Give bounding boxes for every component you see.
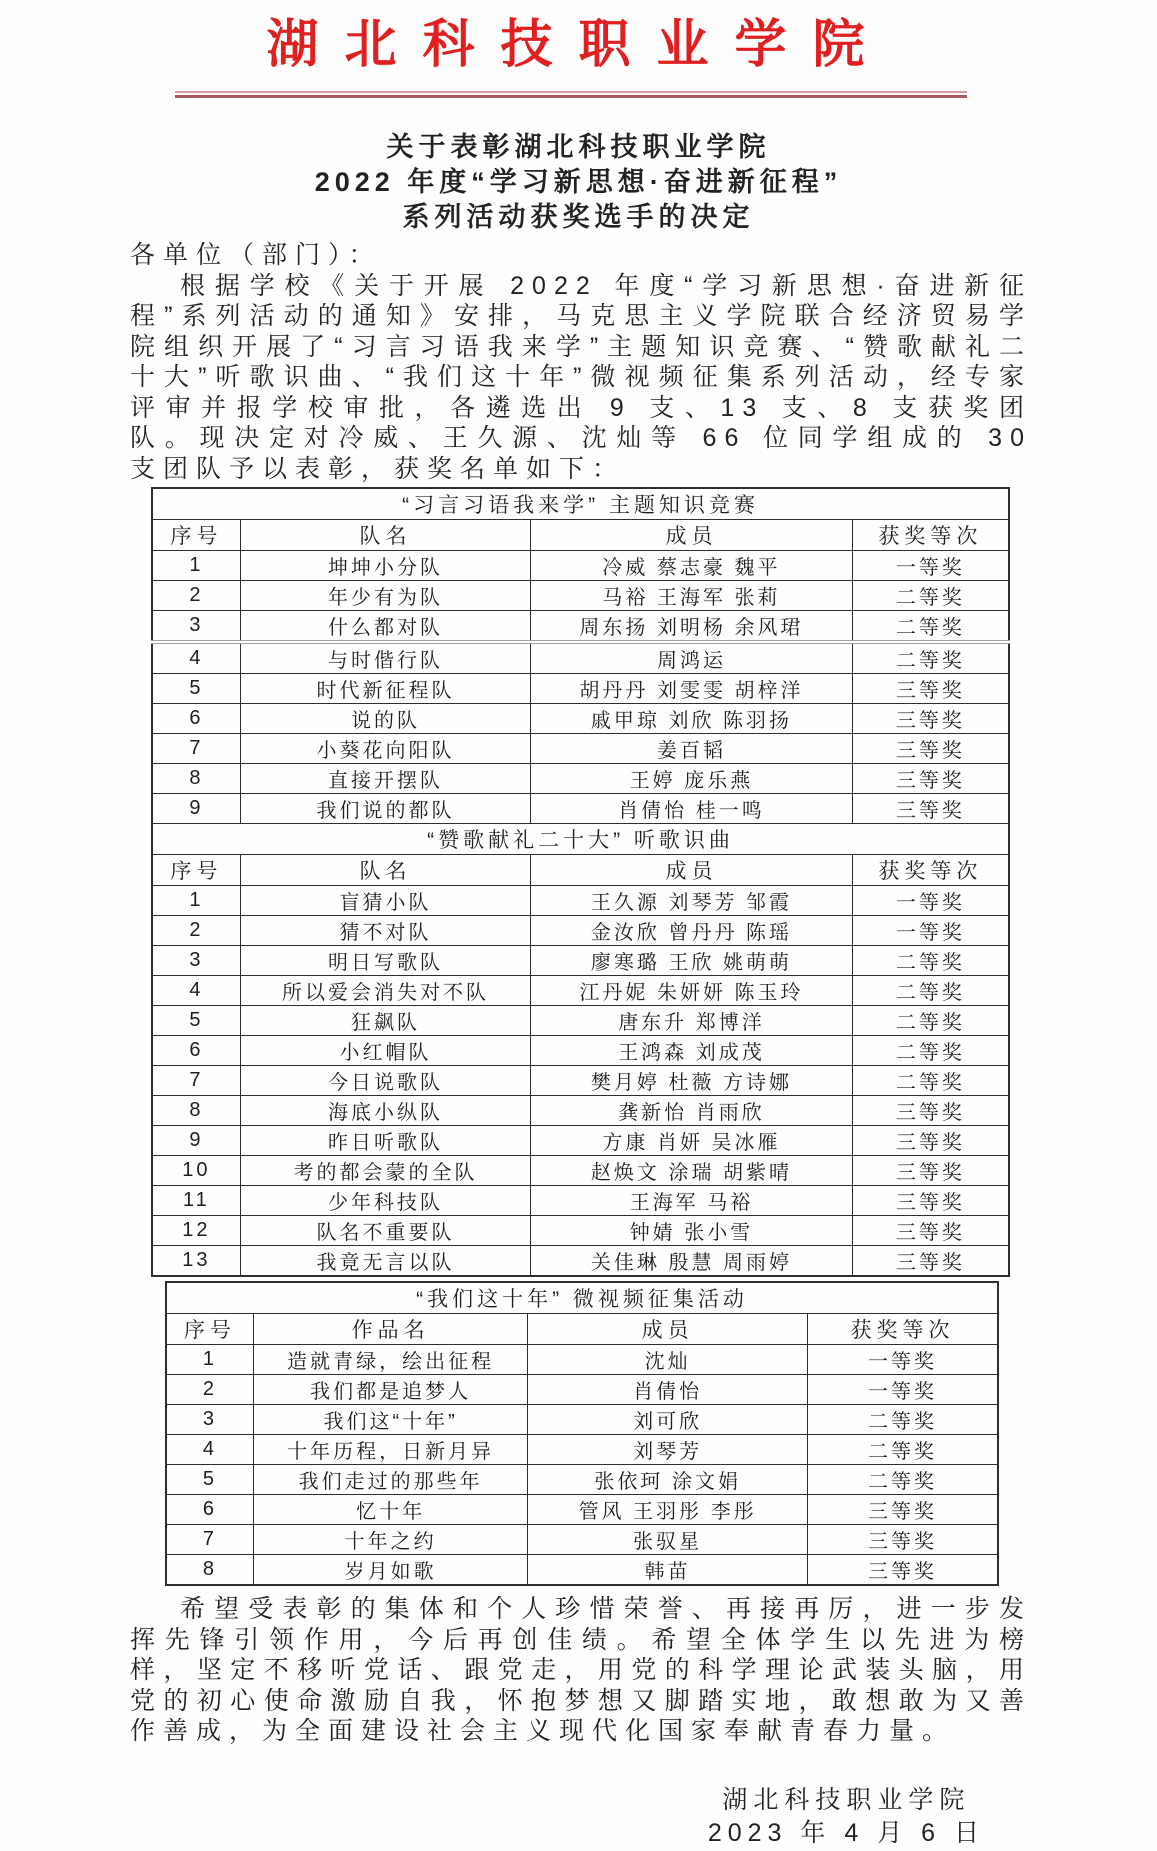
table-row	[166, 1495, 998, 1525]
table-row	[152, 916, 1009, 946]
award-cell: 三等奖	[852, 764, 1009, 794]
award-cell: 三等奖	[852, 1246, 1009, 1277]
members-cell: 张依珂 涂文娟	[528, 1465, 808, 1495]
table-row	[166, 1525, 998, 1555]
rank-cell: 10	[152, 1156, 240, 1186]
table-row	[152, 1156, 1009, 1186]
closing-paragraph: 希望受表彰的集体和个人珍惜荣誉、再接再厉，进一步发挥先锋引领作用，今后再创佳绩。希望全体学生以先进为榜样，坚定不移听党话、跟党走，用党的科学理论武装头脑，用党的初心使命激励自我，怀抱梦想又脚踏实地，敢想敢为又善作善成，为全面建设社会主义现代化国家奉献青春力量。	[130, 1595, 1032, 1745]
rank-cell: 2	[152, 916, 240, 946]
rank-cell: 6	[166, 1495, 253, 1525]
table-row	[166, 1555, 998, 1586]
members-cell: 廖寒璐 王欣 姚萌萌	[531, 946, 852, 976]
award-cell: 二等奖	[852, 976, 1009, 1006]
team-name-cell: 岁月如歌	[253, 1555, 528, 1586]
awards-table-microvideo	[165, 1281, 999, 1586]
column-header: 序号	[152, 520, 240, 551]
members-cell: 王久源 刘琴芳 邹霞	[531, 886, 852, 916]
column-header: 队名	[240, 855, 531, 886]
award-cell: 二等奖	[807, 1405, 998, 1435]
rank-cell: 8	[166, 1555, 253, 1586]
members-cell: 龚新怡 肖雨欣	[531, 1096, 852, 1126]
table-row	[152, 1126, 1009, 1156]
table-caption: “我们这十年” 微视频征集活动	[166, 1282, 998, 1314]
team-name-cell: 明日写歌队	[240, 946, 531, 976]
rank-cell: 2	[166, 1375, 253, 1405]
members-cell: 管风 王羽彤 李彤	[528, 1495, 808, 1525]
award-cell: 三等奖	[852, 1216, 1009, 1246]
rank-cell: 2	[152, 581, 240, 611]
signature-date: 2023 年 4 月 6 日	[707, 1819, 985, 1847]
rank-cell: 8	[152, 1096, 240, 1126]
table-row	[166, 1375, 998, 1405]
table-row	[152, 976, 1009, 1006]
award-cell: 二等奖	[852, 1006, 1009, 1036]
members-cell: 周鸿运	[531, 642, 852, 674]
members-cell: 唐东升 郑博洋	[531, 1006, 852, 1036]
intro-paragraph: 根据学校《关于开展 2022 年度“学习新思想·奋进新征程”系列活动的通知》安排，马克思主义学院联合经济贸易学院组织开展了“习言习语我来学”主题知识竞赛、“赞歌献礼二十大”听歌识曲、“我们这十年”微视频征集系列活动，经专家评审并报学校审批，各遴选出 9 支、13 支、8 支获奖团队。现决定对冷威、王久源、沈灿等 66 位同学组成的 30 支团队予以表彰，获奖名单如下：	[130, 271, 1032, 483]
rank-cell: 5	[152, 674, 240, 704]
column-header: 成员	[531, 520, 852, 551]
table-row	[152, 1246, 1009, 1277]
award-cell: 二等奖	[852, 946, 1009, 976]
table-row	[152, 674, 1009, 704]
award-cell: 三等奖	[852, 794, 1009, 824]
rank-cell: 3	[152, 946, 240, 976]
members-cell: 戚甲琼 刘欣 陈羽扬	[531, 704, 852, 734]
members-cell: 王鸿森 刘成茂	[531, 1036, 852, 1066]
rank-cell: 3	[166, 1405, 253, 1435]
team-name-cell: 我们说的都队	[240, 794, 531, 824]
award-cell: 二等奖	[852, 581, 1009, 611]
members-cell: 肖倩怡	[528, 1375, 808, 1405]
team-name-cell: 今日说歌队	[240, 1066, 531, 1096]
rank-cell: 13	[152, 1246, 240, 1277]
team-name-cell: 队名不重要队	[240, 1216, 531, 1246]
team-name-cell: 坤坤小分队	[240, 551, 531, 581]
table-row	[166, 1405, 998, 1435]
table-row	[152, 1186, 1009, 1216]
table-row	[152, 611, 1009, 643]
column-header: 作品名	[253, 1314, 528, 1345]
team-name-cell: 狂飙队	[240, 1006, 531, 1036]
table-caption: “赞歌献礼二十大” 听歌识曲	[152, 824, 1009, 855]
rank-cell: 1	[152, 886, 240, 916]
members-cell: 肖倩怡 桂一鸣	[531, 794, 852, 824]
award-cell: 三等奖	[852, 1126, 1009, 1156]
letterhead-divider	[175, 91, 967, 98]
column-header: 获奖等次	[852, 855, 1009, 886]
column-header: 成员	[531, 855, 852, 886]
table-row	[152, 1216, 1009, 1246]
awards-table-knowledge-and-song	[151, 487, 1010, 1277]
team-name-cell: 直接开摆队	[240, 764, 531, 794]
document-title-line-1: 关于表彰湖北科技职业学院	[386, 132, 771, 162]
award-cell: 三等奖	[852, 674, 1009, 704]
team-name-cell: 我们走过的那些年	[253, 1465, 528, 1495]
table-row	[152, 704, 1009, 734]
column-header: 获奖等次	[807, 1314, 998, 1345]
award-cell: 三等奖	[852, 1186, 1009, 1216]
award-cell: 三等奖	[807, 1495, 998, 1525]
table-row	[152, 581, 1009, 611]
team-name-cell: 小葵花向阳队	[240, 734, 531, 764]
table-row	[152, 551, 1009, 581]
team-name-cell: 海底小纵队	[240, 1096, 531, 1126]
rank-cell: 4	[166, 1435, 253, 1465]
rank-cell: 5	[166, 1465, 253, 1495]
rank-cell: 7	[166, 1525, 253, 1555]
members-cell: 冷威 蔡志豪 魏平	[531, 551, 852, 581]
award-cell: 二等奖	[852, 1036, 1009, 1066]
closing-text	[130, 1594, 1032, 1747]
rank-cell: 7	[152, 734, 240, 764]
members-cell: 周东扬 刘明杨 余风珺	[531, 611, 852, 643]
members-cell: 张驭星	[528, 1525, 808, 1555]
award-cell: 一等奖	[852, 886, 1009, 916]
team-name-cell: 我竟无言以队	[240, 1246, 531, 1277]
members-cell: 姜百韬	[531, 734, 852, 764]
award-cell: 一等奖	[807, 1375, 998, 1405]
award-cell: 二等奖	[807, 1435, 998, 1465]
members-cell: 江丹妮 朱妍妍 陈玉玲	[531, 976, 852, 1006]
table-row	[166, 1345, 998, 1375]
team-name-cell: 年少有为队	[240, 581, 531, 611]
rank-cell: 1	[152, 551, 240, 581]
members-cell: 刘琴芳	[528, 1435, 808, 1465]
rank-cell: 9	[152, 794, 240, 824]
body-text	[130, 240, 1032, 484]
document-title-line-2: 2022 年度“学习新思想·奋进新征程”	[314, 167, 843, 197]
team-name-cell: 盲猜小队	[240, 886, 531, 916]
table-row	[152, 1096, 1009, 1126]
members-cell: 胡丹丹 刘雯雯 胡梓洋	[531, 674, 852, 704]
award-cell: 三等奖	[852, 704, 1009, 734]
table-row	[152, 642, 1009, 674]
table-caption: “习言习语我来学” 主题知识竞赛	[152, 488, 1009, 520]
salutation: 各单位（部门）：	[130, 241, 382, 269]
award-cell: 三等奖	[852, 1096, 1009, 1126]
rank-cell: 4	[152, 976, 240, 1006]
column-header: 序号	[166, 1314, 253, 1345]
letterhead-title: 湖北科技职业学院	[266, 16, 891, 74]
table-row	[152, 1006, 1009, 1036]
table-row	[152, 734, 1009, 764]
members-cell: 金汝欣 曾丹丹 陈瑶	[531, 916, 852, 946]
award-cell: 二等奖	[807, 1465, 998, 1495]
award-cell: 二等奖	[852, 1066, 1009, 1096]
members-cell: 韩苗	[528, 1555, 808, 1586]
rank-cell: 9	[152, 1126, 240, 1156]
table-row	[152, 794, 1009, 824]
award-cell: 三等奖	[852, 734, 1009, 764]
table-row	[152, 764, 1009, 794]
award-cell: 一等奖	[852, 916, 1009, 946]
column-header: 队名	[240, 520, 531, 551]
award-cell: 三等奖	[852, 1156, 1009, 1186]
team-name-cell: 与时偕行队	[240, 642, 531, 674]
award-cell: 三等奖	[807, 1525, 998, 1555]
members-cell: 刘可欣	[528, 1405, 808, 1435]
document-title-line-3: 系列活动获奖选手的决定	[402, 202, 755, 232]
team-name-cell: 十年历程，日新月异	[253, 1435, 528, 1465]
members-cell: 钟婧 张小雪	[531, 1216, 852, 1246]
members-cell: 王海军 马裕	[531, 1186, 852, 1216]
team-name-cell: 我们这“十年”	[253, 1405, 528, 1435]
rank-cell: 3	[152, 611, 240, 643]
members-cell: 王婷 庞乐燕	[531, 764, 852, 794]
team-name-cell: 忆十年	[253, 1495, 528, 1525]
signature-block	[708, 1784, 985, 1850]
rank-cell: 6	[152, 1036, 240, 1066]
team-name-cell: 小红帽队	[240, 1036, 531, 1066]
rank-cell: 12	[152, 1216, 240, 1246]
rank-cell: 6	[152, 704, 240, 734]
members-cell: 马裕 王海军 张莉	[531, 581, 852, 611]
members-cell: 赵焕文 涂瑞 胡紫晴	[531, 1156, 852, 1186]
award-cell: 一等奖	[807, 1345, 998, 1375]
members-cell: 方康 肖妍 吴冰雁	[531, 1126, 852, 1156]
team-name-cell: 昨日听歌队	[240, 1126, 531, 1156]
rank-cell: 7	[152, 1066, 240, 1096]
award-cell: 二等奖	[852, 611, 1009, 643]
table-row	[152, 1036, 1009, 1066]
rank-cell: 4	[152, 642, 240, 674]
team-name-cell: 说的队	[240, 704, 531, 734]
signature-name: 湖北科技职业学院	[722, 1786, 971, 1814]
team-name-cell: 猜不对队	[240, 916, 531, 946]
team-name-cell: 我们都是追梦人	[253, 1375, 528, 1405]
table-row	[166, 1465, 998, 1495]
team-name-cell: 所以爱会消失对不队	[240, 976, 531, 1006]
team-name-cell: 造就青绿，绘出征程	[253, 1345, 528, 1375]
rank-cell: 8	[152, 764, 240, 794]
team-name-cell: 时代新征程队	[240, 674, 531, 704]
rank-cell: 11	[152, 1186, 240, 1216]
column-header: 序号	[152, 855, 240, 886]
members-cell: 关佳琳 殷慧 周雨婷	[531, 1246, 852, 1277]
document-title	[0, 130, 1157, 235]
members-cell: 樊月婷 杜薇 方诗娜	[531, 1066, 852, 1096]
team-name-cell: 什么都对队	[240, 611, 531, 643]
award-cell: 二等奖	[852, 642, 1009, 674]
rank-cell: 5	[152, 1006, 240, 1036]
team-name-cell: 少年科技队	[240, 1186, 531, 1216]
members-cell: 沈灿	[528, 1345, 808, 1375]
table-row	[152, 946, 1009, 976]
team-name-cell: 考的都会蒙的全队	[240, 1156, 531, 1186]
award-cell: 一等奖	[852, 551, 1009, 581]
award-cell: 三等奖	[807, 1555, 998, 1586]
column-header: 成员	[528, 1314, 808, 1345]
rank-cell: 1	[166, 1345, 253, 1375]
team-name-cell: 十年之约	[253, 1525, 528, 1555]
table-row	[166, 1435, 998, 1465]
table-row	[152, 886, 1009, 916]
table-row	[152, 1066, 1009, 1096]
column-header: 获奖等次	[852, 520, 1009, 551]
